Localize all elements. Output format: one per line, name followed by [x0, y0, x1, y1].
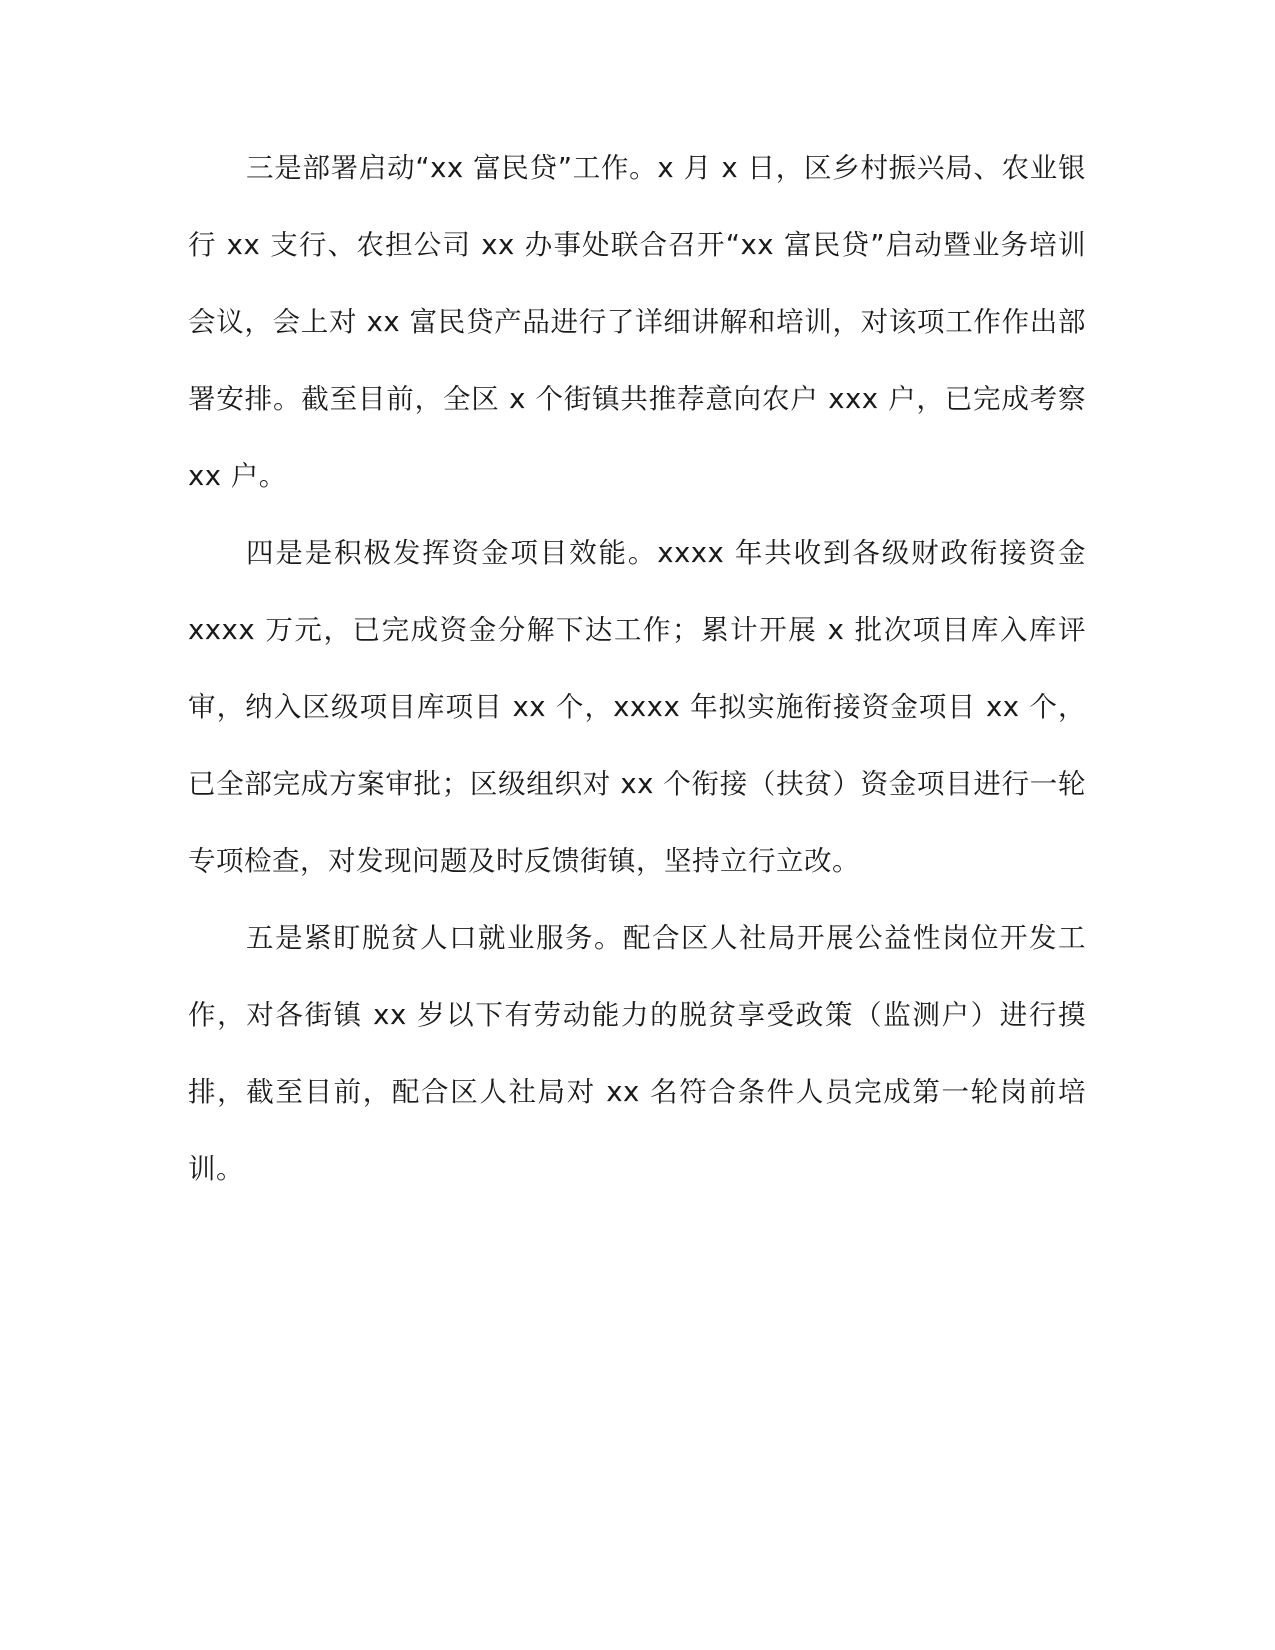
paragraph-fund-projects: 四是是积极发挥资金项目效能。xxxx 年共收到各级财政衔接资金 xxxx 万元，已完成资金分解下达工作；累计开展 x 批次项目库入库评审，纳入区级项目库项目 xx 个，xxxx 年拟实施衔接资金项目 xx 个，已全部完成方案审批；区级组织对 xx 个衔接（扶贫）资金项目进行一轮专项检查，对发现问题及时反馈街镇，坚持立行立改。: [188, 537, 1086, 877]
document-body: [188, 130, 1086, 1208]
paragraph-employment-service: 五是紧盯脱贫人口就业服务。配合区人社局开展公益性岗位开发工作，对各街镇 xx 岁以下有劳动能力的脱贫享受政策（监测户）进行摸排，截至目前，配合区人社局对 xx 名符合条件人员完成第一轮岗前培训。: [188, 922, 1086, 1185]
paragraph-fuminloan: 三是部署启动“xx 富民贷”工作。x 月 x 日，区乡村振兴局、农业银行 xx 支行、农担公司 xx 办事处联合召开“xx 富民贷”启动暨业务培训会议，会上对 xx 富民贷产品进行了详细讲解和培训，对该项工作作出部署安排。截至目前，全区 x 个街镇共推荐意向农户 xxx 户，已完成考察 xx 户。: [188, 152, 1086, 492]
